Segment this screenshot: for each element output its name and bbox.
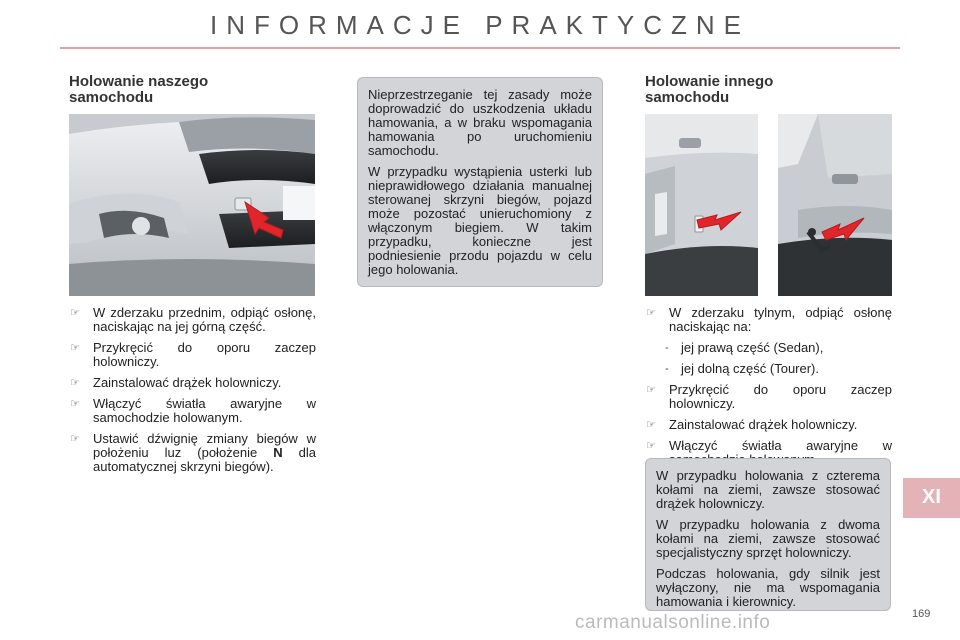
front-bumper-photo: [69, 114, 315, 296]
pointing-hand-icon: ☞: [70, 307, 80, 319]
list-item: ☞ Przykręcić do oporu zaczep holowniczy.: [646, 382, 892, 411]
list-item: ☞ W zderzaku przednim, odpiąć osłonę, naciskając na jej górną część.: [70, 305, 316, 334]
dash-marker: -: [665, 363, 669, 375]
warning-note-box: [357, 77, 603, 287]
pointing-hand-icon: ☞: [70, 433, 80, 445]
list-subitem: - jej dolną część (Tourer).: [665, 361, 819, 376]
pointing-hand-icon: ☞: [646, 419, 656, 431]
note-paragraph: Podczas holowania, gdy silnik jest wyłączony, nie ma wspomagania hamowania i kierownicy.: [656, 566, 880, 609]
right-instructions-list: [645, 306, 892, 474]
pointing-hand-icon: ☞: [70, 398, 80, 410]
dash-marker: -: [665, 342, 669, 354]
list-item: ☞ Przykręcić do oporu zaczep holowniczy.: [70, 340, 316, 369]
note-paragraph: W przypadku holowania z dwoma kołami na ziemi, zawsze stosować specjalistyczny sprzęt holowniczy.: [656, 517, 880, 560]
chapter-tab-label: XI: [922, 486, 941, 508]
rear-bumper-sedan-illustration: [645, 114, 758, 296]
pointing-hand-icon: ☞: [646, 384, 656, 396]
left-section-title: [69, 74, 208, 106]
watermark: carmanualsonline.info: [575, 612, 771, 633]
rear-bumper-tourer-illustration: [778, 114, 892, 296]
left-title-line2: samochodu: [69, 89, 154, 106]
note-paragraph: W przypadku holowania z czterema kołami na ziemi, zawsze stosować drążek holowniczy.: [656, 468, 880, 511]
page-header: [0, 0, 960, 52]
pointing-hand-icon: ☞: [646, 307, 656, 319]
left-title-line1: Holowanie naszego: [69, 73, 209, 90]
list-item: ☞ W zderzaku tylnym, odpiąć osłonę naciskając na:: [646, 305, 892, 334]
chapter-tab: [903, 478, 960, 518]
page-title: INFORMACJE PRAKTYCZNE: [209, 10, 751, 40]
pointing-hand-icon: ☞: [70, 342, 80, 354]
list-item: ☞ Włączyć światła awaryjne w samochodzie holowanym.: [70, 396, 316, 425]
right-section-title: [645, 74, 773, 106]
rear-bumper-sedan-photo: [645, 114, 758, 296]
rear-bumper-tourer-photo: [778, 114, 892, 296]
list-item: ☞ Zainstalować drążek holowniczy.: [70, 375, 282, 390]
pointing-hand-icon: ☞: [70, 377, 80, 389]
pointing-hand-icon: ☞: [646, 440, 656, 452]
right-title-line1: Holowanie innego: [645, 73, 774, 90]
left-instructions-list: [69, 306, 316, 481]
list-subitem: - jej prawą część (Sedan),: [665, 340, 824, 355]
note-paragraph: Nieprzestrzeganie tej zasady może doprowadzić do uszkodzenia układu hamowania, a w braku wspomagania hamowania po uruchomieniu samochodu.: [368, 87, 592, 158]
front-bumper-illustration: [69, 114, 315, 296]
towing-info-note-box: [645, 458, 891, 611]
right-title-line2: samochodu: [645, 89, 730, 106]
neutral-position-letter: N: [273, 445, 283, 460]
header-divider: [60, 47, 900, 49]
list-item: ☞ Zainstalować drążek holowniczy.: [646, 417, 858, 432]
list-item: ☞ Włączyć światła awaryjne w: [646, 438, 892, 453]
list-item: ☞ Ustawić dźwignię zmiany biegów w położeniu luz (położenie N dla automatycznej skrzyni biegów).: [70, 431, 316, 474]
page-number: 169: [912, 608, 931, 620]
note-paragraph: W przypadku wystąpienia usterki lub nieprawidłowego działania manualnej sterowanej skrzyni biegów, pojazd może pozostać unieruchomiony z włączonym biegiem. W takim przypadku, konieczne jest podniesienie przodu pojazdu w celu jego holowania.: [368, 164, 592, 277]
